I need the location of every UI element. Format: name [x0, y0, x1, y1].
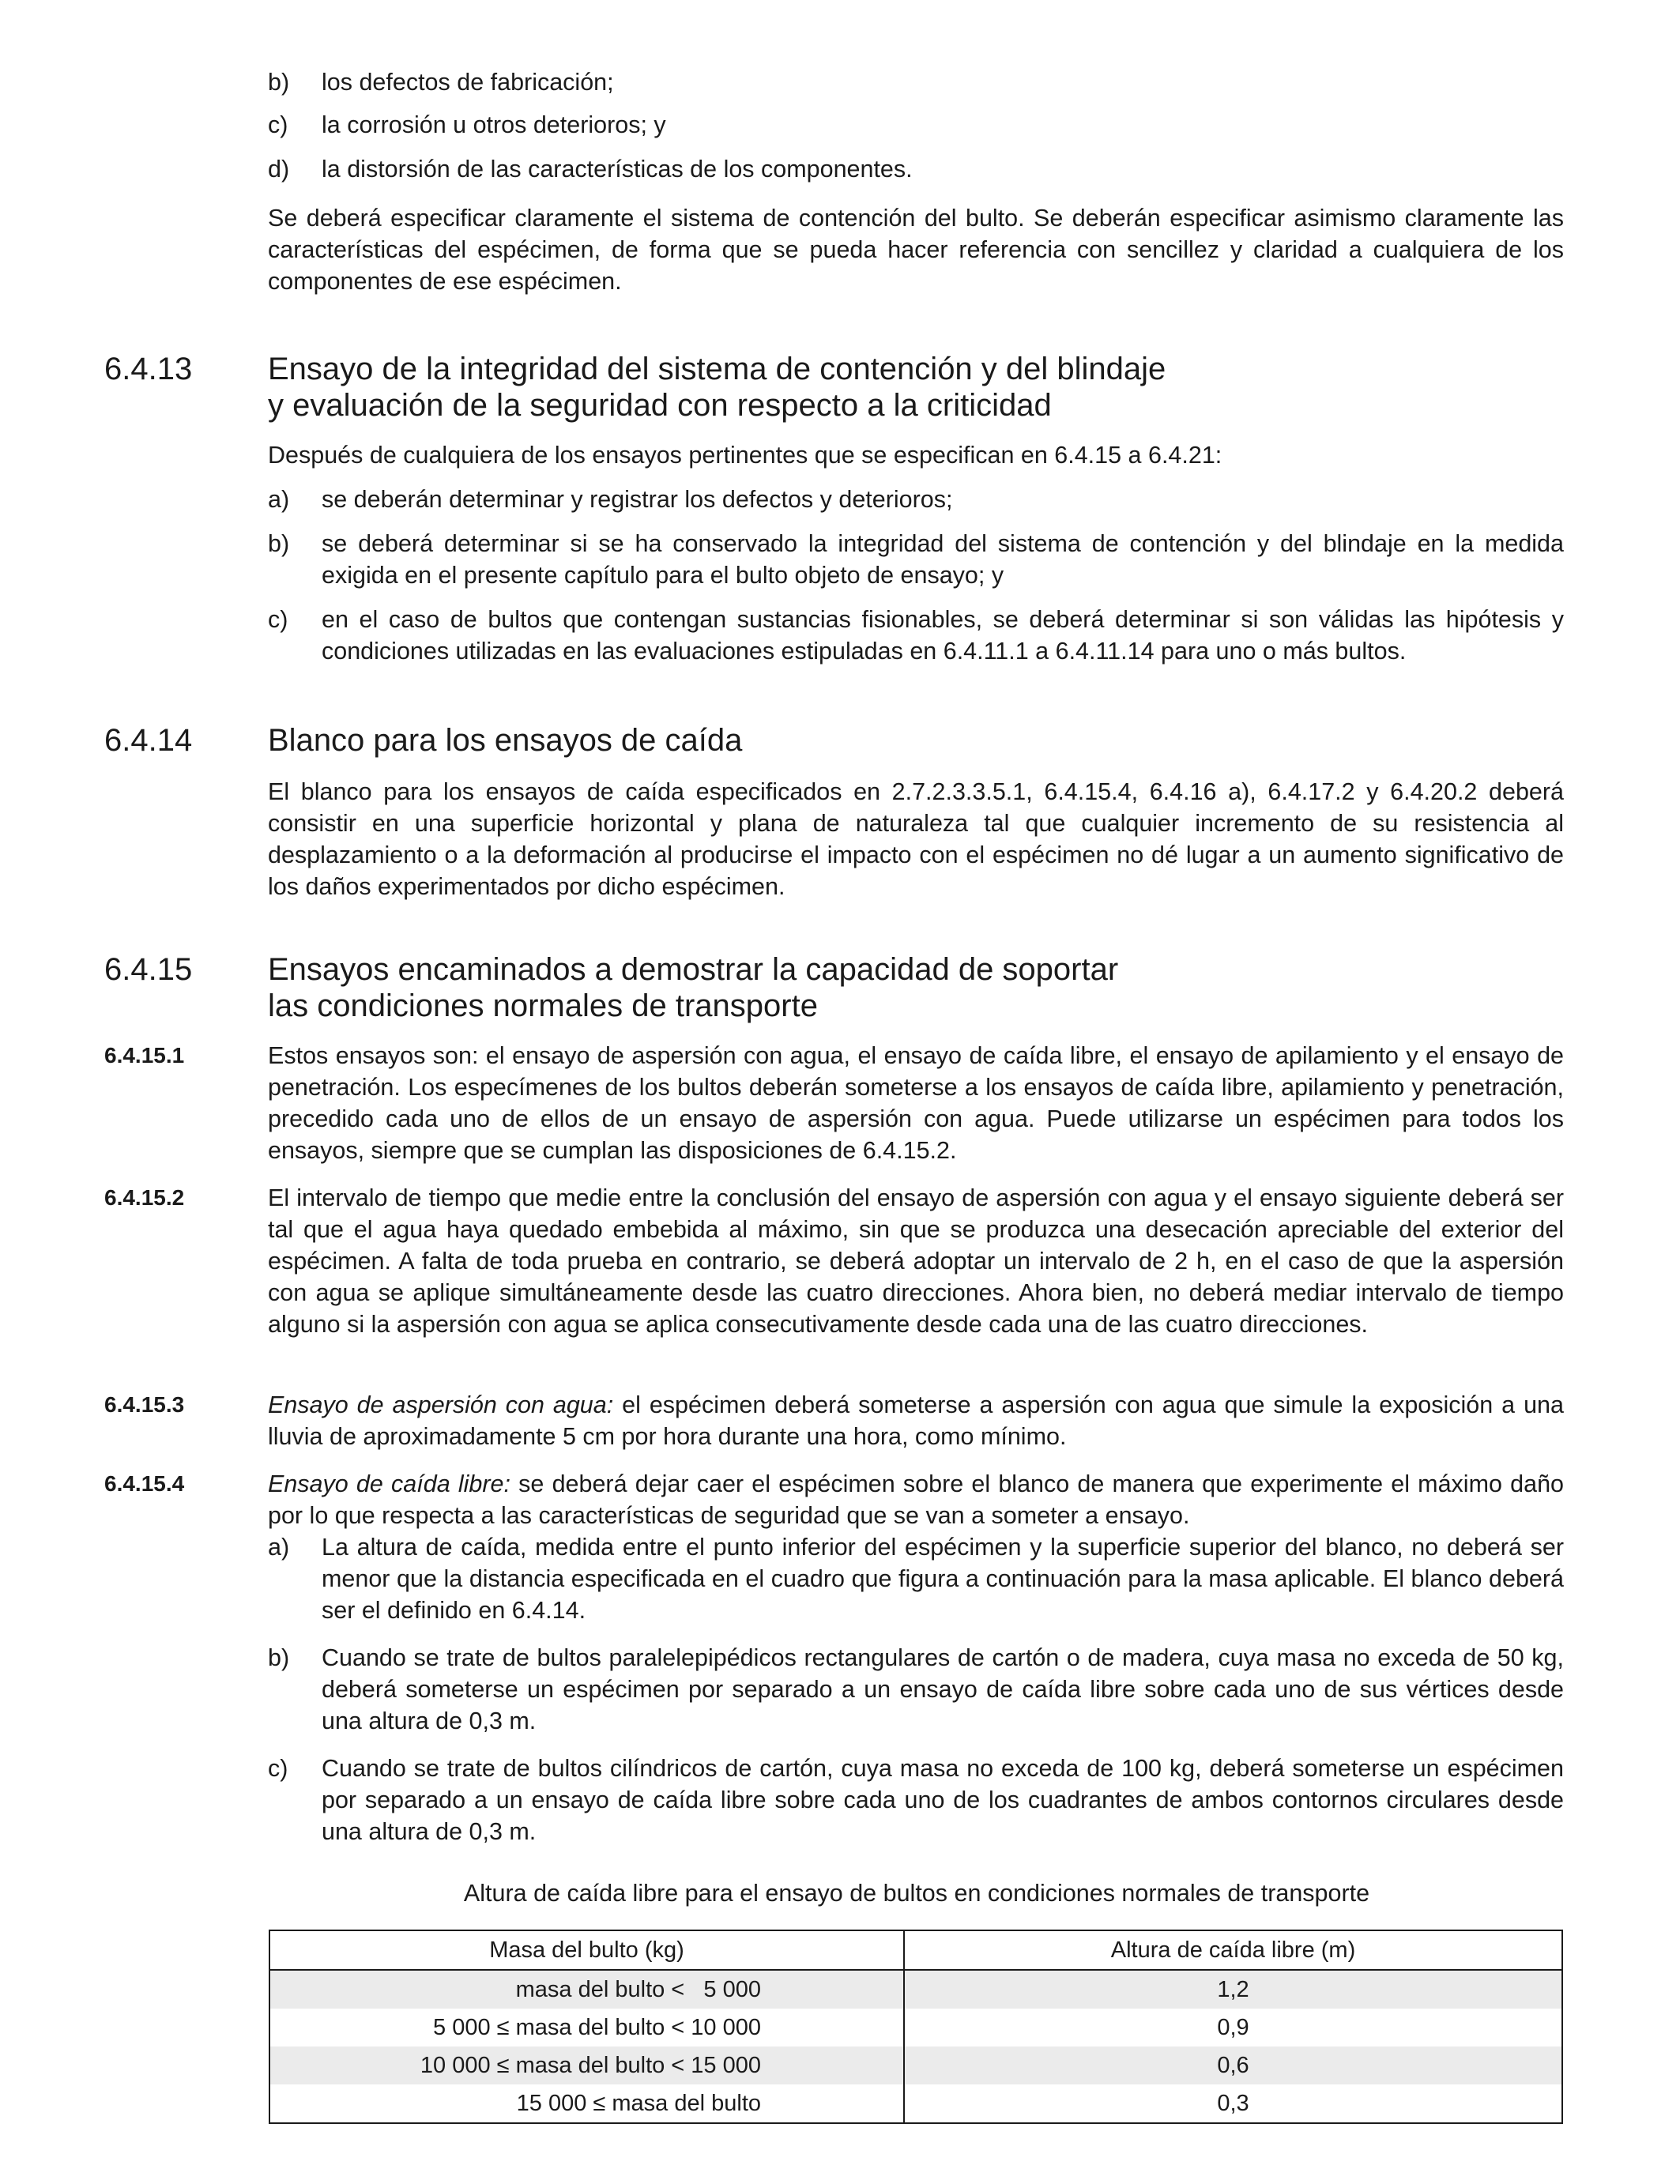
section-title: Ensayo de la integridad del sistema de contención y del blindaje: [268, 352, 1166, 386]
list-text: los defectos de fabricación;: [322, 69, 614, 96]
section-lead: Después de cualquiera de los ensayos pertinentes que se especifican en 6.4.15 a 6.4.21:: [268, 442, 1222, 469]
intro-paragraph: Se deberá especificar claramente el sistema de contención del bulto. Se deberán especificar asimismo claramente las características del espécimen, de forma que se pueda hacer referencia con sencillez y claridad a cualquiera de los componentes de ese espécimen.: [268, 205, 1564, 295]
list-text: La altura de caída, medida entre el punto inferior del espécimen y la superficie superior del blanco, no deberá ser menor que la distancia especificada en el cuadro que figura a continuación para la masa aplicable. El blanco deberá ser el definido en 6.4.14.: [322, 1534, 1564, 1624]
list-text: se deberán determinar y registrar los defectos y deterioros;: [322, 486, 953, 513]
subsection-number: 6.4.15.2: [104, 1185, 185, 1210]
table-row: [269, 2084, 1562, 2123]
subsection-body: se deberá dejar caer el espécimen sobre el blanco de manera que experimente el máximo daño por lo que respecta a las características de seguridad que se van a someter a ensayo.: [268, 1470, 1564, 1529]
table-cell: 0,3: [1217, 2090, 1249, 2116]
subsection-text: [268, 1389, 1564, 1452]
section-title: Blanco para los ensayos de caída: [268, 723, 743, 758]
subsection-text: Estos ensayos son: el ensayo de aspersión con agua, el ensayo de caída libre, el ensayo de apilamiento y el ensayo de penetración. Los especímenes de los bultos deberán someterse a los ensayos de caída libre, apilamiento y penetración, precedido cada uno de ellos de un ensayo de aspersión con agua. Puede utilizarse un espécimen para todos los ensayos, siempre que se cumplan las disposiciones de 6.4.15.2.: [268, 1042, 1564, 1164]
subsection-number: 6.4.15.3: [104, 1392, 185, 1417]
subsection-text: El intervalo de tiempo que medie entre la conclusión del ensayo de aspersión con agua y el ensayo siguiente deberá ser tal que el agua haya quedado embebida al máximo, sin que se produzca una desecación apreciable del exterior del espécimen. A falta de toda prueba en contrario, se deberá adoptar un intervalo de 2 h, en el caso de que la aspersión con agua se aplique simultáneamente desde las cuatro direcciones. Ahora bien, no deberá mediar intervalo de tiempo alguno si la aspersión con agua se aplica consecutivamente desde cada una de las cuatro direcciones.: [268, 1184, 1564, 1338]
list-label: c): [268, 111, 288, 138]
table-caption: Altura de caída libre para el ensayo de bultos en condiciones normales de transporte: [463, 1880, 1370, 1907]
section-number: 6.4.13: [104, 352, 193, 386]
table-header-row: [269, 1930, 1562, 1970]
list-text: la corrosión u otros deterioros; y: [322, 111, 666, 138]
section-number: 6.4.15: [104, 952, 193, 987]
table-cell: 5 000 ≤ masa del bulto < 10 000: [269, 2009, 904, 2047]
table-row: [269, 2009, 1562, 2047]
list-label: c): [268, 606, 288, 633]
list-text: en el caso de bultos que contengan sustancias fisionables, se deberá determinar si son válidas las hipótesis y condiciones utilizadas en las evaluaciones estipuladas en 6.4.11.1 a 6.4.11.14 para uno o más bultos.: [322, 606, 1564, 665]
section-number: 6.4.14: [104, 723, 193, 758]
table-cell: 0,6: [904, 2047, 1562, 2084]
list-text: la distorsión de las características de los componentes.: [322, 156, 913, 183]
italic-term: Ensayo de caída libre:: [268, 1470, 510, 1497]
table-row: [269, 1970, 1562, 2009]
table-cell: masa del bulto < 5 000: [269, 1970, 904, 2009]
list-label: b): [268, 69, 290, 96]
table-cell: 1,2: [904, 1970, 1562, 2009]
list-label: a): [268, 486, 290, 513]
list-label: d): [268, 156, 290, 183]
list-text: Cuando se trate de bultos cilíndricos de cartón, cuya masa no exceda de 100 kg, deberá someterse un espécimen por separado a un ensayo de caída libre sobre cada uno de los cuadrantes de ambos contornos circulares desde una altura de 0,3 m.: [322, 1755, 1564, 1845]
list-text: se deberá determinar si se ha conservado la integridad del sistema de contención y del blindaje en la medida exigida en el presente capítulo para el bulto objeto de ensayo; y: [322, 530, 1564, 589]
drop-height-table: [269, 1930, 1563, 2124]
list-label: c): [268, 1755, 288, 1782]
subsection-number: 6.4.15.4: [104, 1471, 185, 1496]
section-title: las condiciones normales de transporte: [268, 988, 818, 1023]
list-label: b): [268, 530, 290, 557]
subsection-number: 6.4.15.1: [104, 1043, 185, 1068]
table-cell: 15 000 ≤ masa del bulto: [269, 2084, 904, 2123]
section-text: El blanco para los ensayos de caída especificados en 2.7.2.3.3.5.1, 6.4.15.4, 6.4.16 a), 6.4.17.2 y 6.4.20.2 deberá consistir en una superficie horizontal y plana de naturaleza tal que cualquier incremento de su resistencia al desplazamiento o a la deformación al producirse el impacto con el espécimen no dé lugar a un aumento significativo de los daños experimentados por dicho espécimen.: [268, 778, 1564, 900]
table-row: [269, 2047, 1562, 2084]
italic-term: Ensayo de aspersión con agua:: [268, 1391, 614, 1418]
section-title: y evaluación de la seguridad con respecto a la criticidad: [268, 388, 1052, 423]
column-header: Masa del bulto (kg): [269, 1930, 904, 1970]
list-label: b): [268, 1644, 290, 1671]
subsection-text: [268, 1468, 1564, 1531]
list-label: a): [268, 1534, 290, 1561]
list-text: Cuando se trate de bultos paralelepipédicos rectangulares de cartón o de madera, cuya masa no exceda de 50 kg, deberá someterse un espécimen por separado a un ensayo de caída libre sobre cada uno de sus vértices desde una altura de 0,3 m.: [322, 1644, 1564, 1734]
table-cell: 0,9: [1217, 2014, 1249, 2040]
table-cell: 10 000 ≤ masa del bulto < 15 000: [269, 2047, 904, 2084]
column-header: Altura de caída libre (m): [904, 1930, 1562, 1970]
subsection-body: el espécimen deberá someterse a aspersión con agua que simule la exposición a una lluvia de aproximadamente 5 cm por hora durante una hora, como mínimo.: [268, 1391, 1564, 1450]
section-title: Ensayos encaminados a demostrar la capacidad de soportar: [268, 952, 1119, 987]
